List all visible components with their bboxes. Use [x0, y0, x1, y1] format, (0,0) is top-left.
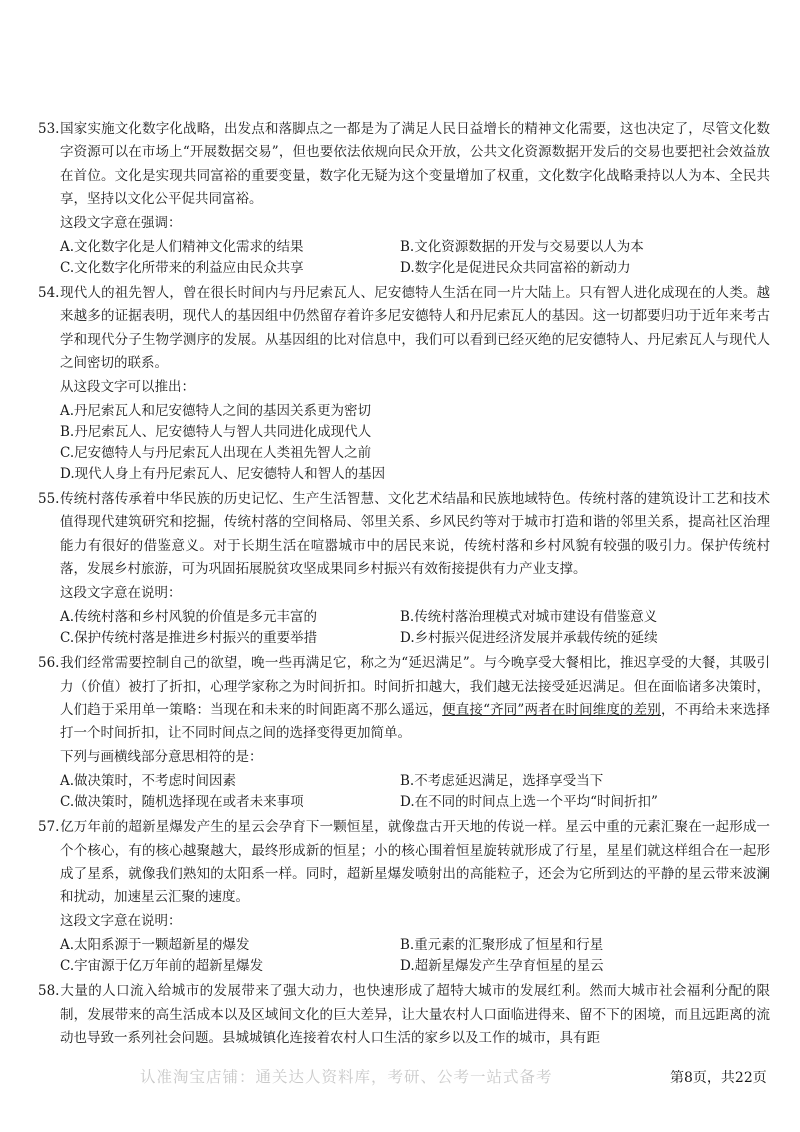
option-a[interactable]: A.传统村落和乡村风貌的价值是多元丰富的 [60, 609, 318, 626]
option-a[interactable]: A.做决策时，不考虑时间因素 [60, 773, 237, 790]
option-c[interactable]: C.宇宙源于亿万年前的超新星爆发 [60, 958, 264, 975]
question-number: 53. [38, 121, 60, 137]
option-b[interactable]: B.重元素的汇聚形成了恒星和行星 [400, 937, 604, 954]
question-prompt: 这段文字意在强调： [60, 214, 182, 231]
option-b[interactable]: B.传统村落治理模式对城市建设有借鉴意义 [400, 609, 658, 626]
question-stem: 56.我们经常需要控制自己的欲望，晚一些再满足它，称之为“延迟满足”。与今晚享受大餐相比，推迟享受的大餐，其吸引力（价值）被打了折扣，心理学家称之为时间折扣。时间折扣越大，我们越无法接受延迟满足。但在面临诸多决策时，人们趋于采用单一策略：当现在和未来的时间距离不那么遥远，便直接“齐同”两者在时间维度的差别，不再给未来选择打一个时间折扣，让不同时间点之间的选择变得更加简单。 [38, 652, 770, 746]
options [38, 607, 770, 649]
option-d[interactable]: D.乡村振兴促进经济发展并承载传统的延续 [400, 630, 658, 647]
question-number: 57. [38, 819, 60, 836]
question-number: 54. [38, 285, 60, 302]
option-a[interactable]: A.太阳系源于一颗超新星的爆发 [60, 937, 250, 954]
option-c[interactable]: C.做决策时，随机选择现在或者未来事项 [60, 794, 304, 811]
exam-page [38, 118, 770, 1050]
option-c[interactable]: C.尼安德特人与丹尼索瓦人出现在人类祖先智人之前 [60, 445, 372, 462]
question-56 [38, 652, 770, 813]
question-number: 58. [38, 983, 60, 1000]
option-a[interactable]: A.丹尼索瓦人和尼安德特人之间的基因关系更为密切 [60, 403, 372, 420]
option-b[interactable]: B.丹尼索瓦人、尼安德特人与智人共同进化成现代人 [60, 424, 372, 441]
option-d[interactable]: D.数字化是促进民众共同富裕的新动力 [400, 260, 631, 277]
question-number: 55. [38, 491, 60, 508]
options [38, 401, 770, 485]
options [38, 237, 770, 279]
option-d[interactable]: D.在不同的时间点上选一个平均“时间折扣” [400, 794, 658, 811]
option-d[interactable]: D.现代人身上有丹尼索瓦人、尼安德特人和智人的基因 [60, 466, 386, 483]
question-55 [38, 488, 770, 649]
question-54 [38, 282, 770, 485]
question-stem: 54.现代人的祖先智人，曾在很长时间内与丹尼索瓦人、尼安德特人生活在同一片大陆上。只有智人进化成现在的人类。越来越多的证据表明，现代人的基因组中仍然留存着许多尼安德特人和丹尼索瓦人的基因。这一切都要归功于近年来考古学和现代分子生物学测序的发展。从基因组的比对信息中，我们可以看到已经灭绝的尼安德特人、丹尼索瓦人与现代人之间密切的联系。 [38, 282, 770, 376]
question-57 [38, 816, 770, 977]
question-stem: 57.亿万年前的超新星爆发产生的星云会孕育下一颗恒星，就像盘古开天地的传说一样。星云中重的元素汇聚在一起形成一个个核心，有的核心越聚越大，最终形成新的恒星；小的核心围着恒星旋转就形成了行星，星星们就这样组合在一起形成了星系，就像我们熟知的太阳系一样。同时，超新星爆发喷射出的高能粒子，还会为它所到达的平静的星云带来波澜和扰动，加速星云汇聚的速度。 [38, 816, 770, 910]
options [38, 771, 770, 813]
option-c[interactable]: C.保护传统村落是推进乡村振兴的重要举措 [60, 630, 318, 647]
option-b[interactable]: B.不考虑延迟满足，选择享受当下 [400, 773, 604, 790]
watermark-text: 认准淘宝店铺：通关达人资料库，考研、公考一站式备考 [140, 1068, 553, 1086]
option-b[interactable]: B.文化资源数据的开发与交易要以人为本 [400, 239, 644, 256]
question-53 [38, 118, 770, 279]
option-c[interactable]: C.文化数字化所带来的利益应由民众共享 [60, 260, 304, 277]
question-prompt: 这段文字意在说明： [60, 584, 182, 601]
question-stem: 58.大量的人口流入给城市的发展带来了强大动力，也快速形成了超特大城市的发展红利。然而大城市社会福利分配的限制，发展带来的高生活成本以及区域间文化的巨大差异，让大量农村人口面临进得来、留不下的困境，而且远距离的流动也导致一系列社会问题。县城城镇化连接着农村人口生活的家乡以及工作的城市，具有距 [38, 980, 770, 1050]
options [38, 935, 770, 977]
question-number: 56. [38, 655, 60, 672]
question-prompt: 从这段文字可以推出： [60, 378, 195, 395]
question-58 [38, 980, 770, 1050]
underlined-phrase: 便直接“齐同”两者在时间维度的差别 [442, 701, 661, 718]
question-prompt: 下列与画横线部分意思相符的是： [60, 748, 263, 765]
question-prompt: 这段文字意在说明： [60, 912, 182, 929]
question-stem: 55.传统村落传承着中华民族的历史记忆、生产生活智慧、文化艺术结晶和民族地域特色。传统村落的建筑设计工艺和技术值得现代建筑研究和挖掘，传统村落的空间格局、邻里关系、乡风民约等对于城市打造和谐的邻里关系，提高社区治理能力有很好的借鉴意义。对于长期生活在喧嚣城市中的居民来说，传统村落和乡村风貌有较强的吸引力。保护传统村落，发展乡村旅游，可为巩固拓展脱贫攻坚成果同乡村振兴有效衔接提供有力产业支撑。 [38, 488, 770, 582]
page-footer [0, 1065, 800, 1089]
option-a[interactable]: A.文化数字化是人们精神文化需求的结果 [60, 239, 304, 256]
option-d[interactable]: D.超新星爆发产生孕育恒星的星云 [400, 958, 604, 975]
question-stem: 53.国家实施文化数字化战略，出发点和落脚点之一都是为了满足人民日益增长的精神文化需要，这也决定了，尽管文化数字资源可以在市场上“开展数据交易”，但也要依法依规向民众开放，公共文化资源数据开发后的交易也要把社会效益放在首位。文化是实现共同富裕的重要变量，数字化无疑为这个变量增加了权重，文化数字化战略秉持以人为本、全民共享，坚持以文化公平促共同富裕。 [38, 118, 770, 212]
page-number: 第8页，共22页 [670, 1070, 767, 1086]
